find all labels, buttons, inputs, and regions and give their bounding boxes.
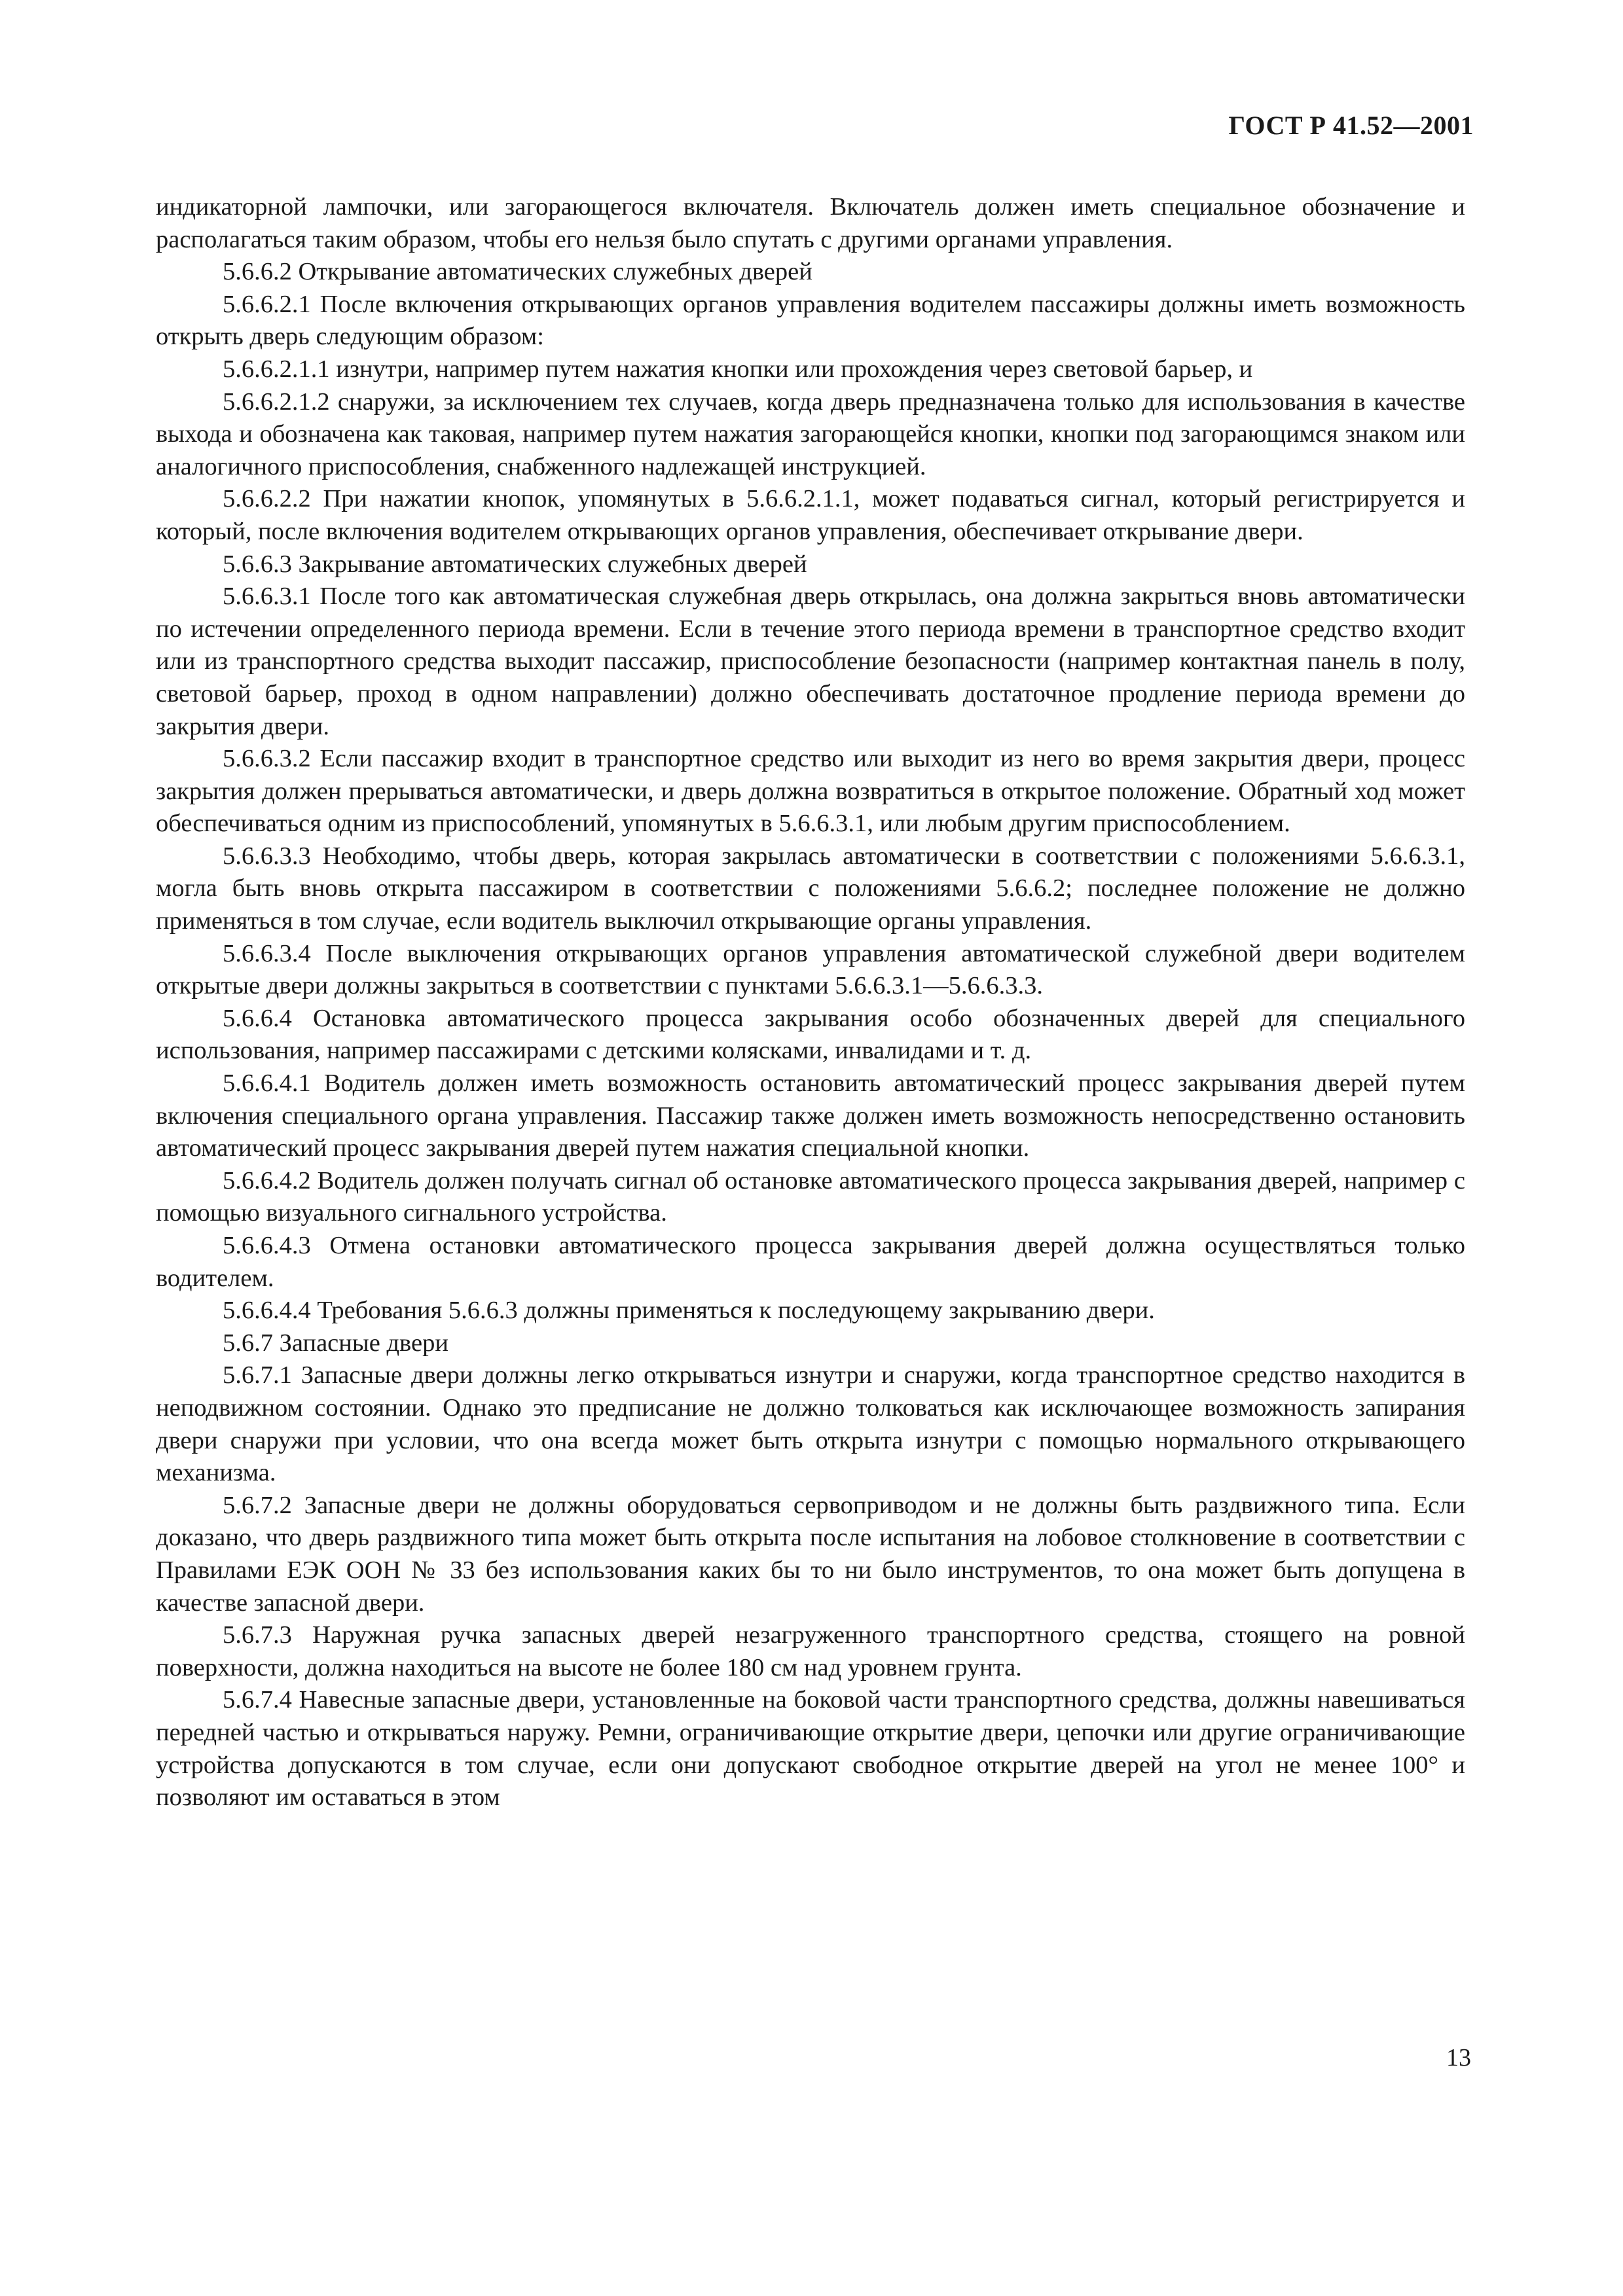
paragraph: 5.6.6.4 Остановка автоматического процесса закрывания особо обозначенных дверей для специального использования, например пассажирами с детскими колясками, инвалидами и т. д. bbox=[156, 1004, 1465, 1065]
paragraph: 5.6.6.3 Закрывание автоматических служебных дверей bbox=[223, 550, 807, 578]
paragraph: 5.6.6.2.2 При нажатии кнопок, упомянутых в 5.6.6.2.1.1, может подаваться сигнал, который регистрируется и который, после включения водителем открывающих органов управления, обеспечивает открывание двери. bbox=[156, 485, 1465, 545]
paragraph: 5.6.7.2 Запасные двери не должны оборудоваться сервоприводом и не должны быть раздвижного типа. Если доказано, что дверь раздвижного типа может быть открыта после испытания на лобовое столкновение в соответствии с Правилами ЕЭК ООН № 33 без использования каких бы то ни было инструментов, то она может быть допущена в качестве запасной двери. bbox=[156, 1491, 1465, 1617]
paragraph: 5.6.7 Запасные двери bbox=[223, 1329, 448, 1357]
paragraph: 5.6.6.4.2 Водитель должен получать сигнал об остановке автоматического процесса закрывания дверей, например с помощью визуального сигнального устройства. bbox=[156, 1166, 1465, 1227]
paragraph: 5.6.6.4.4 Требования 5.6.6.3 должны применяться к последующему закрыванию двери. bbox=[223, 1297, 1155, 1325]
document-header: ГОСТ Р 41.52—2001 bbox=[1228, 111, 1474, 140]
paragraph: 5.6.6.3.1 После того как автоматическая служебная дверь открылась, она должна закрыться вновь автоматически по истечении определенного периода времени. Если в течение этого периода времени в транспортное средство входит или из транспортного средства выходит пассажир, приспособление безопасности (например контактная панель в полу, световой барьер, проход в одном направлении) должно обеспечивать достаточное продление периода времени до закрытия двери. bbox=[156, 583, 1465, 740]
paragraph: 5.6.7.4 Навесные запасные двери, установленные на боковой части транспортного средства, должны навешиваться передней частью и открываться наружу. Ремни, ограничивающие открытие двери, цепочки или другие ограничивающие устройства допускаются в том случае, если они допускают свободное открытие дверей на угол не менее 100° и позволяют им оставаться в этом bbox=[156, 1686, 1465, 1812]
paragraph: 5.6.7.1 Запасные двери должны легко открываться изнутри и снаружи, когда транспортное средство находится в неподвижном состоянии. Однако это предписание не должно толковаться как исключающее возможность запирания двери снаружи при условии, что она всегда может быть открыта изнутри с помощью нормального открывающего механизма. bbox=[156, 1361, 1465, 1487]
paragraph: 5.6.6.3.4 После выключения открывающих органов управления автоматической служебной двери водителем открытые двери должны закрыться в соответствии с пунктами 5.6.6.3.1—5.6.6.3.3. bbox=[156, 939, 1465, 1000]
paragraph: 5.6.6.2.1 После включения открывающих органов управления водителем пассажиры должны иметь возможность открыть дверь следующим образом: bbox=[156, 290, 1465, 351]
paragraph: 5.6.6.4.1 Водитель должен иметь возможность остановить автоматический процесс закрывания дверей путем включения специального органа управления. Пассажир также должен иметь возможность непосредственно остановить автоматический процесс закрывания дверей путем нажатия специальной кнопки. bbox=[156, 1069, 1465, 1162]
paragraph: 5.6.7.3 Наружная ручка запасных дверей незагруженного транспортного средства, стоящего на ровной поверхности, должна находиться на высоте не более 180 см над уровнем грунта. bbox=[156, 1621, 1465, 1681]
page-number: 13 bbox=[1446, 2044, 1471, 2072]
paragraph: индикаторной лампочки, или загорающегося включателя. Включатель должен иметь специальное обозначение и располагаться таким образом, чтобы его нельзя было спутать с другими органами управления. bbox=[156, 193, 1465, 253]
paragraph: 5.6.6.4.3 Отмена остановки автоматического процесса закрывания дверей должна осуществляться только водителем. bbox=[156, 1232, 1465, 1292]
paragraph: 5.6.6.3.3 Необходимо, чтобы дверь, которая закрылась автоматически в соответствии с положениями 5.6.6.3.1, могла быть вновь открыта пассажиром в соответствии с положениями 5.6.6.2; последнее положение не должно применяться в том случае, если водитель выключил открывающие органы управления. bbox=[156, 842, 1465, 935]
paragraph: 5.6.6.3.2 Если пассажир входит в транспортное средство или выходит из него во время закрытия двери, процесс закрытия должен прерываться автоматически, и дверь должна возвратиться в открытое положение. Обратный ход может обеспечиваться одним из приспособлений, упомянутых в 5.6.6.3.1, или любым другим приспособлением. bbox=[156, 745, 1465, 838]
paragraph: 5.6.6.2.1.2 снаружи, за исключением тех случаев, когда дверь предназначена только для использования в качестве выхода и обозначена как таковая, например путем нажатия загорающейся кнопки, кнопки под загорающимся знаком или аналогичного приспособления, снабженного надлежащей инструкцией. bbox=[156, 387, 1465, 480]
document-body bbox=[156, 191, 1465, 1814]
paragraph: 5.6.6.2.1.1 изнутри, например путем нажатия кнопки или прохождения через световой барьер, и bbox=[223, 355, 1253, 383]
paragraph: 5.6.6.2 Открывание автоматических служебных дверей bbox=[223, 258, 812, 286]
